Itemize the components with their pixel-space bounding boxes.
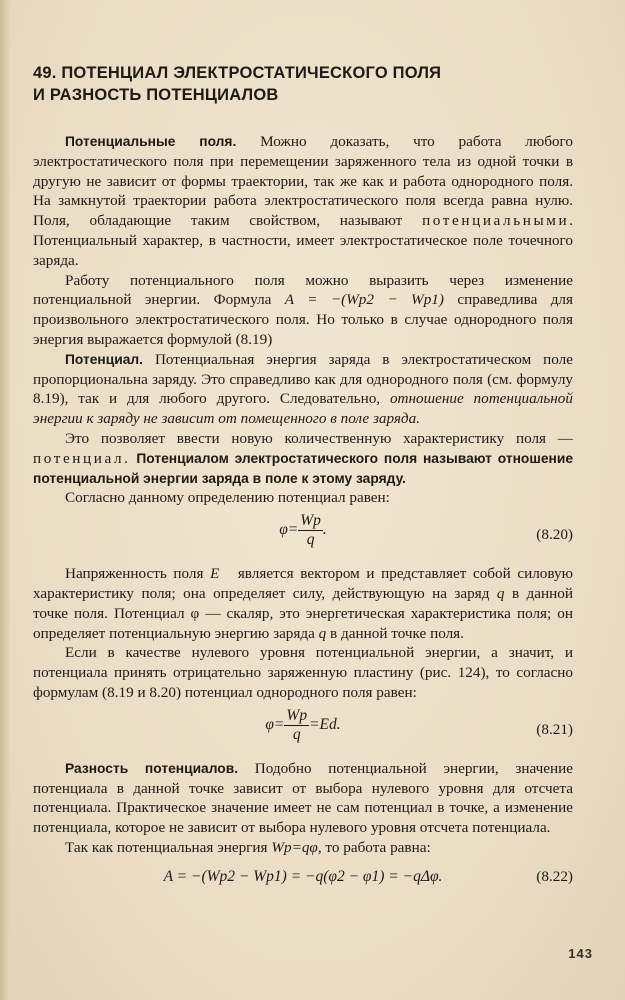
equation-8-21: φ= $\frac{Wp}{q}$ =Ed. (8.21) (265, 706, 573, 743)
heading-line-1: 49. ПОТЕНЦИАЛ ЭЛЕКТРОСТАТИЧЕСКОГО ПОЛЯ (33, 64, 442, 82)
bold-definition: Потенциалом электростатического поля называют отношение потенциальной энергии заряда в поле к этому заряду. (33, 450, 573, 486)
equation-number: (8.20) (536, 526, 573, 544)
spaced-term-potential: потенциальными (422, 212, 570, 230)
vector-e: E⃗ (210, 565, 232, 583)
paragraph-definition: Это позволяет ввести новую количественную характеристику поля — потенциал. Потенциалом электростатического поля называют отношение потенциальной энергии заряда в поле к этому заряду. (33, 429, 573, 486)
paragraph-work-equals: Так как потенциальная энергия Wp=qφ, то работа равна: (65, 838, 431, 856)
page-spine-shadow (0, 0, 10, 1000)
paragraph-field-strength: Напряженность поля E⃗ является вектором и представляет собой силовую характеристику поля; она определяет силу, действующую на заряд q в данной точке поля. Потенциал φ — скаляр, это энергетическая характеристика поля; он определяет потенциальную энергию заряда q в данной точке поля. (33, 565, 573, 642)
equation-number: (8.22) (536, 867, 573, 885)
paragraph-zero-level: Если в качестве нулевого уровня потенциальной энергии, а значит, и потенциала принять отрицательно заряженную пластину (рис. 124), то согласно формулам (8.19 и 8.20) потенциал однородного поля равен: (33, 644, 573, 701)
page-content (33, 62, 573, 894)
paragraph-potential-difference: Разность потенциалов. Подобно потенциальной энергии, значение потенциала в данной точке зависит от выбора нулевого уровня для отсчета потенциала. Практическое значение имеет не сам потенциал в точке, а изменение потенциала, которое не зависит от выбора нулевого уровня отсчета потенциала. (33, 759, 574, 837)
lead-potential-difference: Разность потенциалов. (65, 760, 239, 776)
page-number: 143 (568, 946, 593, 961)
lead-potential: Потенциал. (65, 351, 143, 367)
inline-formula-energy: Wp=qφ (271, 838, 318, 856)
equation-8-20: φ= $\frac{Wp}{q}$ . (8.20) (279, 512, 573, 549)
equation-8-22: A = −(Wp2 − Wp1) = −q(φ2 − φ1) = −qΔφ. (8.22) (163, 867, 573, 885)
paragraph-potential: Потенциал. Потенциальная энергия заряда в электростатическом поле пропорциональна заряду. Это справедливо как для однородного поля (см. формулу 8.19), так и для любого другого. Следовательно, отношение потенциальной энергии к заряду не зависит от помещенного в поле заряда. (33, 350, 573, 428)
paragraph-work-energy: Работу потенциального поля можно выразить через изменение потенциальной энергии. Формула A = −(Wp2 − Wp1) справедлива для произвольного электростатического поля. Но только в случае однородного поля энергия выражается формулой (8.19) (33, 271, 573, 348)
equation-number: (8.21) (536, 720, 573, 738)
fraction: $\frac{Wp}{q}$ (286, 706, 308, 743)
heading-line-2: И РАЗНОСТЬ ПОТЕНЦИАЛОВ (33, 86, 279, 104)
section-heading (33, 62, 573, 106)
lead-potential-fields: Потенциальные поля. (65, 134, 237, 149)
paragraph-potential-fields: Потенциальные поля. Можно доказать, что работа любого электростатического поля при перемещении заряженного тела из одной точки в другую не зависит от формы траектории, так же как и работа однородного поля. На замкнутой траектории работа электростатического поля всегда равна нулю. Поля, обладающие таким свойством, называют потенциальными. Потенциальный характер, в частности, имеет электростатическое поле точечного заряда. (33, 133, 573, 269)
inline-formula-work: A = −(Wp2 − Wp1) (284, 291, 444, 309)
paragraph-according: Согласно данному определению потенциал равен: (65, 489, 390, 507)
spaced-term-potencial: потенциал. (33, 449, 131, 467)
italic-statement: отношение потенциальной энергии к заряду не зависит от помещенного в поле заряда. (33, 390, 573, 428)
fraction: $\frac{Wp}{q}$ (300, 512, 321, 549)
